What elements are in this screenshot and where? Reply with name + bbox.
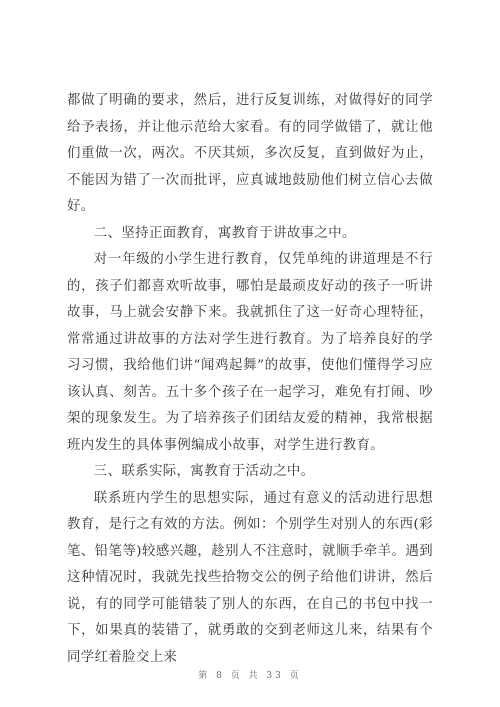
section-heading-2: 二、坚持正面教育，寓教育于讲故事之中。 [93, 225, 356, 241]
document-body [67, 88, 433, 671]
paragraph-1: 都做了明确的要求，然后，进行反复训练，对做得好的同学给予表扬，并让他示范给大家看。有的同学做错了，就让他们重做一次，两次。不厌其烦，多次反复，直到做好为止，不能因为错了一次而批评，应真诚地鼓励他们树立信心去做好。 [67, 93, 433, 214]
section-heading-3: 三、联系实际，寓教育于活动之中。 [93, 464, 315, 479]
paragraph-5: 联系班内学生的思想实际，通过有意义的活动进行思想教育，是行之有效的方法。例如：个别学生对别人的东西(彩笔、铅笔等)较感兴趣，趁别人不注意时，就顺手牵羊。遇到这种情况时，我就先找些拾物交公的例子给他们讲讲，然后说，有的同学可能错装了别人的东西，在自己的书包中找一下，如果真的装错了，就勇敢的交到老师这儿来，结果有个同学红着脸交上来 [67, 490, 433, 665]
paragraph-3: 对一年级的小学生进行教育，仅凭单纯的讲道理是不行的，孩子们都喜欢听故事，哪怕是最顽皮好动的孩子一听讲故事，马上就会安静下来。我就抓住了这一好奇心理特征，常常通过讲故事的方法对学生进行教育。为了培养良好的学习习惯，我给他们讲“闻鸡起舞”的故事，使他们懂得学习应该认真、刻苦。五十多个孩子在一起学习，难免有打闹、吵架的现象发生。为了培养孩子们团结友爱的精神，我常根据班内发生的具体事例编成小故事，对学生进行教育。 [67, 252, 433, 453]
page-number-footer: 第 8 页 共 33 页 [198, 671, 302, 681]
